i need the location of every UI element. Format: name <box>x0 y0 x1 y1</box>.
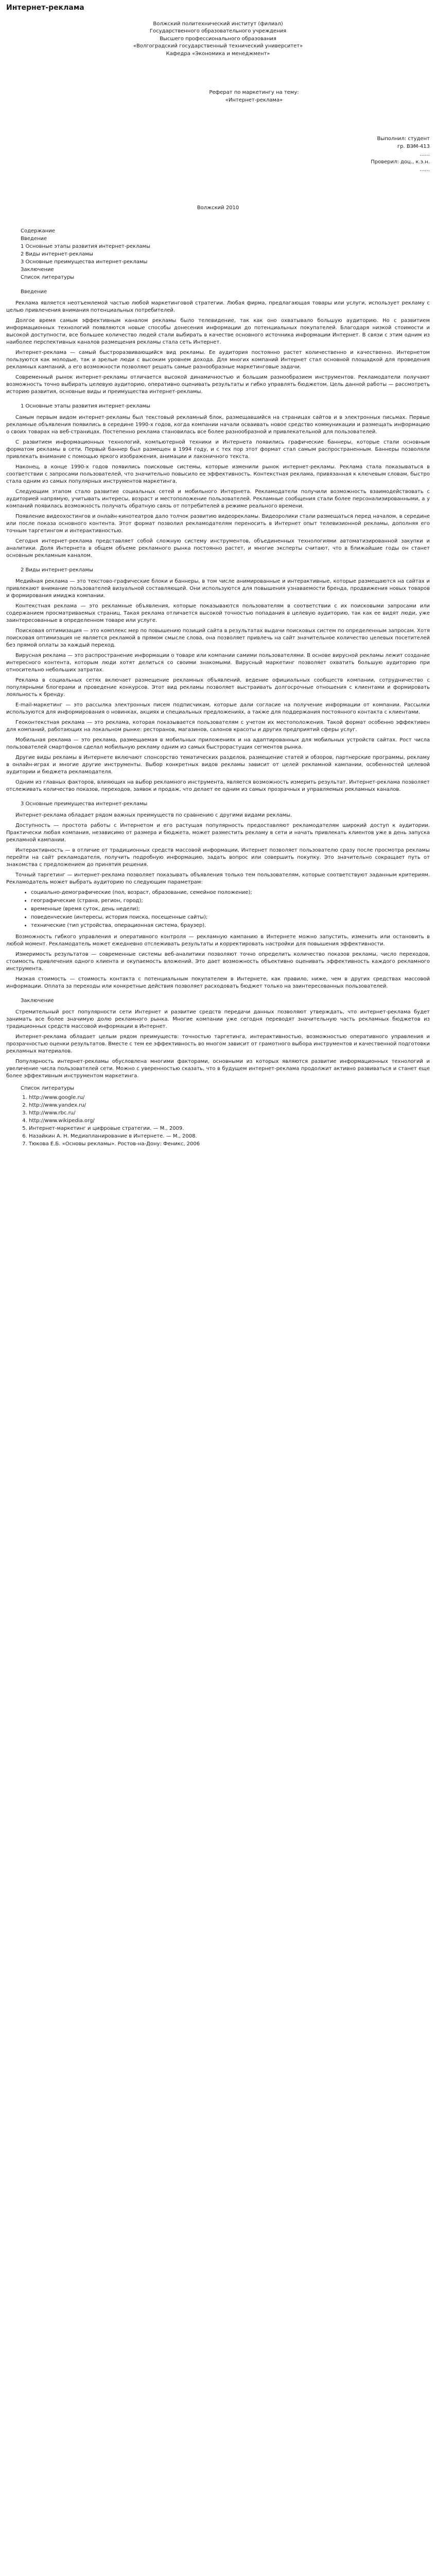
literature-link[interactable]: 2. http://www.yandex.ru/ <box>29 1102 430 1109</box>
author-block <box>6 135 430 174</box>
paragraph: Интернет-реклама обладает рядом важных преимуществ по сравнению с другими видами рекламы. <box>15 812 292 819</box>
list-item: • временные (время суток, день недели); <box>31 906 430 913</box>
paragraph: Доступность — простота работы с Интернетом и его растущая популярность предоставляют рекламодателям широкий доступ к аудитории. Практически любая компания, независимо от размера и бюджета, может разместить рекламу в сети и начать привлекать клиентов уже в день запуска рекламной кампании. <box>6 823 430 843</box>
paragraph: Геоконтекстная реклама — это реклама, которая показывается пользователям с учетом их местоположения. Такой формат особенно эффективен для компаний, работающих на локальном рынке: ресторанов, магазинов, салонов красоты и других предприятий сферы услуг. <box>6 720 430 733</box>
literature-link[interactable]: 1. http://www.google.ru/ <box>29 1094 430 1101</box>
paragraph: Реклама является неотъемлемой частью любой маркетинговой стратегии. Любая фирма, предлагающая товары или услуги, использует рекламу с целью привлечения внимания потенциальных потребителей. <box>6 300 430 314</box>
table-of-contents <box>6 227 430 281</box>
toc-item: Заключение <box>21 267 54 273</box>
document-page <box>0 0 436 1154</box>
paragraph: Долгое время самым эффективным каналом рекламы было телевидение, так как оно охватывало большую аудиторию. Но с развитием информационных технологий появляются новые способы донесения информации до потенциальных покупателей. Благодаря низкой стоимости и высокой доступности, все большее количество людей стали выбирать в качестве основного источника информации Интернет. В связи с этим одним из наиболее перспективных каналов размещения рекламы стала сеть Интернет. <box>6 318 430 346</box>
paragraph: Интерактивность — в отличие от традиционных средств массовой информации, Интернет позволяет пользователю сразу после просмотра рекламы перейти на сайт рекламодателя, получить подробную информацию, задать вопрос или совершить покупку. Это значительно сокращает путь от знакомства с предложением до принятия решения. <box>6 848 430 868</box>
department-name: Кафедра «Экономика и менеджмент» <box>166 50 270 57</box>
paragraph: Следующим этапом стало развитие социальных сетей и мобильного Интернета. Рекламодатели получили возможность взаимодействовать с аудиторией напрямую, учитывать интересы, возраст и местоположение пользователей. Рекламные сообщения стали более персонализированными, а у компаний появилась возможность получать обратную связь от потребителей в режиме реального времени. <box>6 489 430 510</box>
literature-list <box>6 1094 430 1148</box>
toc-item: 1 Основные этапы развития интернет-рекламы <box>21 244 150 250</box>
paragraph: Контекстная реклама — это рекламные объявления, которые показываются пользователям в соответствии с их поисковыми запросами или содержанием просматриваемых страниц. Такая реклама отличается высокой точностью попадания в целевую аудиторию, так как ее видят люди, уже заинтересованные в определенном товаре или услуге. <box>6 603 430 624</box>
author-line: …… <box>420 151 430 158</box>
paragraph: С развитием информационных технологий, компьютерной техники и Интернета появились графические баннеры, которые стали основным форматом рекламы в сети. Первый баннер был размещен в 1994 году, и с тех пор этот формат стал самым распространенным. Баннеры позволяли привлекать внимание с помощью яркого изображения, анимации и лаконичного текста. <box>6 439 430 460</box>
education-line: Высшего профессионального образования <box>160 36 276 42</box>
paragraph: Самым первым видом интернет-рекламы был текстовый рекламный блок, размещавшийся на страницах сайтов и в электронных письмах. Первые рекламные объявления появились в середине 1990-х годов, когда компании начали осваивать новое средство коммуникации и размещать информацию о своих товарах на веб-страницах. Постепенно реклама становилась все более разнообразной и привлекательной для пользователей. <box>6 415 430 435</box>
author-line: Выполнил: студент <box>377 136 430 142</box>
list-item: • поведенческие (интересы, история поиска, посещенные сайты); <box>31 914 430 921</box>
literature-link[interactable]: 4. http://www.wikipedia.org/ <box>29 1117 430 1125</box>
paragraph: Поисковая оптимизация — это комплекс мер по повышению позиций сайта в результатах выдачи поисковых систем по определенным запросам. Хотя поисковая оптимизация не является рекламой в прямом смысле слова, она позволяет привлечь на сайт значительное количество целевых посетителей без прямой оплаты за каждый переход. <box>6 628 430 649</box>
title-page <box>6 21 430 58</box>
paragraph: Стремительный рост популярности сети Интернет и развитие средств передачи данных позволяют утверждать, что интернет-реклама будет занимать все более значимую долю рекламного рынка. Многие компании уже сегодня переводят значительную часть рекламных бюджетов из традиционных средств массовой информации в Интернет. <box>6 1009 430 1030</box>
toc-item: 3 Основные преимущества интернет-рекламы <box>21 259 148 265</box>
section-heading-introduction: Введение <box>21 289 47 295</box>
paragraph: Наконец, в конце 1990-х годов появились поисковые системы, которые изменили рынок интернет-рекламы. Реклама стала показываться в соответствии с запросами пользователей, что значительно повысило ее эффективность. Контекстная реклама, привязанная к ключевым словам, быстро стала одним из самых популярных инструментов маркетинга. <box>6 464 430 485</box>
list-item: • географические (страна, регион, город); <box>31 897 430 905</box>
targeting-criteria-list <box>6 889 430 929</box>
section-heading-history: 1 Основные этапы развития интернет-рекламы <box>21 403 150 410</box>
paragraph: E-mail-маркетинг — это рассылка электронных писем подписчикам, которые дали согласие на получение информации от компании. Рассылки используются для информирования о новинках, акциях и специальных предложениях, а также для поддержания постоянного контакта с клиентами. <box>6 702 430 716</box>
toc-item: Введение <box>21 236 47 242</box>
paragraph: Популярность интернет-рекламы обусловлена многими факторами, основными из которых являются развитие информационных технологий и увеличение числа пользователей сети. Можно с уверенностью сказать, что в будущем интернет-реклама продолжит активно развиваться и станет еще более эффективным инструментом маркетинга. <box>6 1059 430 1079</box>
toc-item: 2 Виды интернет-рекламы <box>21 251 93 258</box>
toc-item: Список литературы <box>21 275 75 281</box>
literature-heading: Список литературы <box>21 1086 75 1092</box>
list-item: • технические (тип устройства, операционная система, браузер). <box>31 922 430 929</box>
paragraph: Реклама в социальных сетях включает размещение рекламных объявлений, ведение официальных сообществ компании, сотрудничество с популярными блогерами и проведение конкурсов. Этот вид рекламы позволяет выстраивать долгосрочные отношения с клиентами и формировать лояльность к бренду. <box>6 677 430 698</box>
toc-heading: Содержание <box>21 228 55 234</box>
author-line: Проверил: доц., к.э.н. <box>371 159 430 165</box>
institution-line: Государственного образовательного учреждения <box>149 28 287 35</box>
city-year: Волжский 2010 <box>197 205 239 211</box>
author-line: …… <box>420 167 430 173</box>
paragraph: Вирусная реклама — это распространение информации о товаре или компании самими пользователями. В основе вирусной рекламы лежит создание интересного контента, которым люди хотят делиться со своими знакомыми. Вирусный маркетинг позволяет охватить большую аудиторию при относительно небольших затратах. <box>6 653 430 673</box>
literature-item: 7. Тюкова Е.Б. «Основы рекламы». Ростов-на-Дону: Феникс, 2006 <box>29 1141 430 1148</box>
report-title-block <box>78 89 430 104</box>
list-item: • социально-демографические (пол, возраст, образование, семейное положение); <box>31 889 430 896</box>
paragraph: Мобильная реклама — это реклама, размещаемая в мобильных приложениях и на адаптированных для мобильных устройств сайтах. Рост числа пользователей смартфонов сделал мобильную рекламу одним из самых быстрорастущих сегментов рынка. <box>6 737 430 751</box>
university-name: Волжский политехнический институт (филиал) <box>153 21 283 27</box>
paragraph: Сегодня интернет-реклама представляет собой сложную систему инструментов, объединенных технологиями автоматизированной закупки и аналитики. Доля Интернета в общем объеме рекламного рынка постоянно растет, и многие эксперты считают, что в ближайшие годы он станет основным рекламным каналом. <box>6 538 430 559</box>
paragraph: Современный рынок интернет-рекламы отличается высокой динамичностью и большим разнообразием инструментов. Рекламодатели получают возможность точно выбирать целевую аудиторию, оперативно оценивать результаты и гибко управлять бюджетом. Цель данной работы — рассмотреть историю развития, основные виды и преимущества интернет-рекламы. <box>6 375 430 395</box>
document-header-title: Интернет-реклама <box>6 4 84 12</box>
paragraph: Интернет-реклама — самый быстроразвивающийся вид рекламы. Ее аудитория постоянно растет количественно и качественно. Интернетом пользуются как молодые, так и зрелые люди с высоким уровнем дохода. Для многих компаний Интернет стал основной площадкой для проведения рекламных кампаний, а его возможности позволяют решать самые разнообразные маркетинговые задачи. <box>6 350 430 370</box>
paragraph: Другие виды рекламы в Интернете включают спонсорство тематических разделов, размещение статей и обзоров, партнерские программы, рекламу в онлайн-играх и многие другие инструменты. Выбор конкретных видов рекламы зависит от целей рекламной кампании, особенностей целевой аудитории и бюджета рекламодателя. <box>6 755 430 775</box>
literature-item: 5. Интернет-маркетинг и цифровые стратегии. — М., 2009. <box>29 1125 430 1132</box>
literature-item: 6. Назайкин А. Н. Медиапланирование в Интернете. — М., 2008. <box>29 1133 430 1140</box>
paragraph: Появление видеохостингов и онлайн-кинотеатров дало толчок развитию видеорекламы. Видеоролики стали размещаться перед началом, в середине или после показа основного контента. Этот формат позволил рекламодателям переносить в Интернет опыт телевизионной рекламы, дополняя его точным таргетингом и интерактивностью. <box>6 514 430 534</box>
literature-link[interactable]: 3. http://www.rbc.ru/ <box>29 1110 430 1117</box>
paragraph: Медийная реклама — это текстово-графические блоки и баннеры, в том числе анимированные и интерактивные, которые размещаются на сайтах и привлекают внимание пользователей визуальной составляющей. Они используются для повышения узнаваемости бренда, продвижения новых товаров и формирования имиджа компании. <box>6 579 430 599</box>
author-line: гр. ВЭМ-413 <box>397 144 430 150</box>
paragraph: Точный таргетинг — интернет-реклама позволяет показывать объявления только тем пользователям, которые соответствуют заданным критериям. Рекламодатель может выбрать аудиторию по следующим параметрам: <box>6 872 430 886</box>
paragraph: Одним из главных факторов, влияющих на выбор рекламного инструмента, является возможность измерить результат. Интернет-реклама позволяет отслеживать количество показов, переходов, заявок и продаж, что делает ее одним из самых прозрачных и управляемых рекламных каналов. <box>6 779 430 793</box>
paragraph: Интернет-реклама обладает целым рядом преимуществ: точностью таргетинга, интерактивностью, возможностью оперативного управления и прозрачностью оценки результатов. Вместе с тем ее эффективность во многом зависит от грамотного выбора инструментов и качественной подготовки рекламных материалов. <box>6 1034 430 1055</box>
section-heading-types: 2 Виды интернет-рекламы <box>21 567 93 573</box>
section-heading-advantages: 3 Основные преимущества интернет-рекламы <box>21 801 148 807</box>
paragraph: Низкая стоимость — стоимость контакта с потенциальным покупателем в Интернете, как правило, ниже, чем в других средствах массовой информации. Оплата за переходы или конкретные действия позволяет расходовать бюджет только на заинтересованных пользователей. <box>6 976 430 990</box>
section-heading-conclusion: Заключение <box>21 998 54 1004</box>
paragraph: Измеримость результатов — современные системы веб-аналитики позволяют точно определить количество показов рекламы, число переходов, стоимость привлечения одного клиента и окупаемость вложений. Это дает возможность объективно оценивать эффективность каждого рекламного инструмента. <box>6 952 430 972</box>
paragraph: Возможность гибкого управления и оперативного контроля — рекламную кампанию в Интернете можно запустить, изменить или остановить в любой момент. Рекламодатель может ежедневно отслеживать результаты и корректировать настройки для повышения эффективности. <box>6 934 430 947</box>
report-type: Реферат по маркетингу на тему: <box>209 90 299 96</box>
university-full-name: «Волгоградский государственный технический университет» <box>133 43 303 49</box>
report-topic: «Интернет-реклама» <box>225 97 283 104</box>
